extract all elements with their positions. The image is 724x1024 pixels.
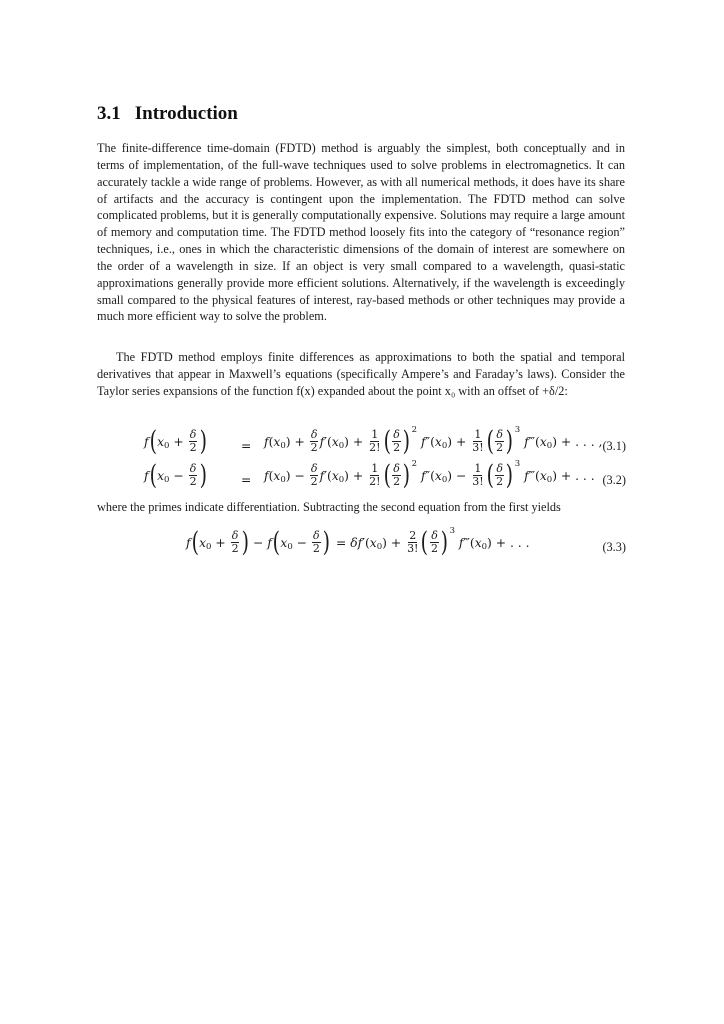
equation-number: (3.3) (602, 540, 626, 554)
equation-number: (3.2) (602, 473, 626, 487)
paragraph-fdtd-method: The FDTD method employs finite differences as approximations to both the spatial and temporal derivatives that appear in Maxwell’s equations (specifically Ampere’s and Faraday’s laws). Consider the Taylor series expansions of the function f(x) expanded about the point x₀ with an offset of +δ/2: (97, 350, 625, 398)
section-heading (97, 103, 238, 125)
equation-rhs: f ( x 0 ) − $\frac{\delta}{2}$ f ′( x 0 ) + $\frac{1}{2!}$ ( $\frac{\delta}{2}$ ) 2 f ″( x 0 ) − $\frac{1}{3!}$ ( $\frac{\delta}{2}$ ) 3 f ‴( x 0 ) + . . . (264, 458, 595, 491)
section-number: 3.1 (97, 103, 121, 124)
equation-lhs: f ( x 0 + $\frac{\delta}{2}$ ) (144, 426, 207, 457)
paragraph-intro: The finite-difference time-domain (FDTD) method is arguably the simplest, both conceptually and in terms of implementation, of the full-wave techniques used to solve problems in electromagnetics. It can accurately tackle a wide range of problems. However, as with all numerical methods, it does have its share of artifacts and the accuracy is contingent upon the implementation. The FDTD method can solve complicated problems, but it is generally computationally expensive. Solutions may require a large amount of memory and computation time. The FDTD method loosely fits into the category of “resonance region” techniques, i.e., ones in which the characteristic dimensions of the domain of interest are somewhere on the order of a wavelength in size. If an object is very small compared to a wavelength, quasi-static approximations generally provide more efficient solutions. Alternatively, if the wavelength is exceedingly small compared to the physical features of interest, ray-based methods or other techniques may provide a much more efficient way to solve the problem. (97, 141, 625, 324)
equation-lhs: f ( x 0 + $\frac{\delta}{2}$ ) − f ( x 0 − $\frac{\delta}{2}$ ) (186, 527, 330, 558)
equation-number: (3.1) (602, 439, 626, 453)
paragraph-primes: where the primes indicate differentiation. Subtracting the second equation from the first yields (97, 500, 561, 514)
equation-rhs: f ( x 0 ) + $\frac{\delta}{2}$ f ′( x 0 ) + $\frac{1}{2!}$ ( $\frac{\delta}{2}$ ) 2 f ″( x 0 ) + $\frac{1}{3!}$ ( $\frac{\delta}{2}$ ) 3 f ‴( x 0 ) + . . . , (264, 424, 603, 457)
equation-lhs: f ( x 0 − $\frac{\delta}{2}$ ) (144, 460, 207, 491)
section-title: Introduction (134, 103, 238, 124)
equation-3-3 (96, 525, 626, 569)
equals-sign: = (241, 439, 252, 453)
equals-sign: = (241, 473, 252, 487)
equation-3-2 (96, 458, 626, 502)
equation-rhs: = δf ′( x 0 ) + $\frac{2}{3!}$ ( $\frac{\delta}{2}$ ) 3 f ‴( x 0 ) + . . . (336, 525, 530, 558)
